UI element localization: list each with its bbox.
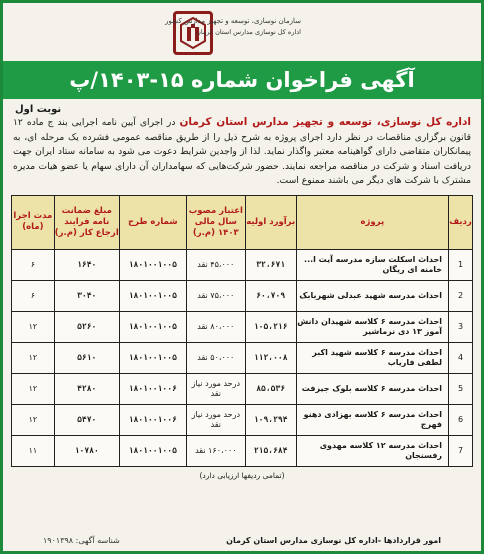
table-row [12, 342, 473, 373]
turn-label: نوبت اول [15, 104, 62, 115]
cell-duration: ۱۲ [12, 404, 55, 435]
header-guarantee: مبلغ ضمانت نامه فرایند ارجاع کار (م.ر) [54, 195, 119, 249]
table-header-row [12, 195, 473, 249]
cell-estimate: ۱۱۲،۰۰۸ [245, 342, 296, 373]
cell-credit: ۴۵،۰۰۰ نقد [186, 249, 245, 280]
cell-duration: ۱۲ [12, 311, 55, 342]
table-row [12, 435, 473, 466]
header-estimate: برآورد اولیه [245, 195, 296, 249]
organization-name [165, 17, 301, 36]
cell-row-number: 2 [449, 280, 473, 311]
cell-plan-number: ۱۸۰۱۰۰۱۰۰۶ [119, 373, 186, 404]
cell-estimate: ۶۰،۷۰۹ [245, 280, 296, 311]
cell-plan-number: ۱۸۰۱۰۰۱۰۰۵ [119, 280, 186, 311]
cell-plan-number: ۱۸۰۱۰۰۱۰۰۵ [119, 342, 186, 373]
table-note: (تمامی ردیفها ارزیابی دارد) [199, 470, 285, 480]
cell-guarantee: ۱۰۷۸۰ [54, 435, 119, 466]
table-row [12, 280, 473, 311]
cell-row-number: 6 [449, 404, 473, 435]
header-plan-number: شماره طرح [119, 195, 186, 249]
cell-guarantee: ۱۶۴۰ [54, 249, 119, 280]
cell-estimate: ۳۲،۶۷۱ [245, 249, 296, 280]
cell-project: احداث مدرسه ۶ کلاسه شهیدان دانش آموز ۱۳ دی نرماشیر [296, 311, 448, 342]
cell-credit: درحد مورد نیاز نقد [186, 373, 245, 404]
ad-footer [43, 536, 441, 545]
cell-estimate: ۱۰۹،۲۹۴ [245, 404, 296, 435]
table-row [12, 311, 473, 342]
cell-duration: ۶ [12, 280, 55, 311]
cell-credit: ۸۰،۰۰۰ نقد [186, 311, 245, 342]
cell-estimate: ۸۵،۵۳۶ [245, 373, 296, 404]
cell-project: احداث مدرسه ۶ کلاسه شهید اکبر لطفی فاریاب [296, 342, 448, 373]
cell-plan-number: ۱۸۰۱۰۰۱۰۰۵ [119, 249, 186, 280]
cell-credit: ۵۰،۰۰۰ نقد [186, 342, 245, 373]
cell-project: احداث مدرسه ۶ کلاسه بهزادی دهنو فهرج [296, 404, 448, 435]
cell-estimate: ۲۱۵،۶۸۴ [245, 435, 296, 466]
ad-header [3, 3, 481, 61]
cell-row-number: 5 [449, 373, 473, 404]
cell-row-number: 3 [449, 311, 473, 342]
intro-org-name: اداره کل نوسازی، توسعه و تجهیز مدارس استان کرمان [179, 116, 472, 128]
cell-credit: ۱۶۰،۰۰۰ نقد [186, 435, 245, 466]
cell-plan-number: ۱۸۰۱۰۰۱۰۰۶ [119, 404, 186, 435]
cell-guarantee: ۴۲۸۰ [54, 373, 119, 404]
cell-estimate: ۱۰۵،۲۱۶ [245, 311, 296, 342]
ad-title: آگهی فراخوان شماره ۱۵-۱۴۰۳/پ [69, 68, 415, 92]
cell-row-number: 1 [449, 249, 473, 280]
contracts-department: امور قراردادها -اداره کل نوسازی مدارس استان کرمان [226, 536, 441, 545]
table-row [12, 249, 473, 280]
ad-identifier: شناسه آگهی: ۱۹۰۱۳۹۸ [43, 536, 120, 545]
cell-project: احداث مدرسه ۶ کلاسه بلوک جیرفت [296, 373, 448, 404]
header-duration: مدت اجرا (ماه) [12, 195, 55, 249]
cell-guarantee: ۵۴۷۰ [54, 404, 119, 435]
header-row-number: ردیف [449, 195, 473, 249]
table-row [12, 373, 473, 404]
cell-plan-number: ۱۸۰۱۰۰۱۰۰۵ [119, 311, 186, 342]
cell-project: احداث مدرسه ۱۲ کلاسه مهدوی رفسنجان [296, 435, 448, 466]
cell-duration: ۱۱ [12, 435, 55, 466]
intro-text: در اجرای آیین نامه اجرایی بند ج ماده ۱۲ قانون برگزاری مناقصات در نظر دارد اجرای پروژه به شرح ذیل را از طریق مناقصه عمومی فشرده یک مرحله ای، به پیمانکاران متقاضی دارای گواهینامه معتبر واگذار نماید. لذا از واجدین شرایط دعوت می شود به سامانه ستاد ایران جهت دریافت اسناد و شرکت در مناقصه مراجعه نمایند. حضور شرکت‌هایی که سهامداران آن دارای سهام یا عضو هیات مدیره مشترک با شرکت های دیگر می باشند ممنوع است. [13, 117, 471, 186]
projects-table [11, 195, 473, 467]
intro-paragraph [3, 99, 481, 195]
cell-row-number: 4 [449, 342, 473, 373]
cell-credit: درحد مورد نیاز نقد [186, 404, 245, 435]
org-line-2: اداره کل نوسازی مدارس استان کرمان [196, 28, 301, 36]
title-banner [3, 61, 481, 99]
cell-guarantee: ۵۶۱۰ [54, 342, 119, 373]
cell-duration: ۶ [12, 249, 55, 280]
cell-guarantee: ۳۰۴۰ [54, 280, 119, 311]
header-project: پروژه [296, 195, 448, 249]
cell-project: احداث اسکلت سازه مدرسه آیت ا... خامنه ای ریگان [296, 249, 448, 280]
table-row [12, 404, 473, 435]
cell-row-number: 7 [449, 435, 473, 466]
cell-plan-number: ۱۸۰۱۰۰۱۰۰۵ [119, 435, 186, 466]
cell-guarantee: ۵۲۶۰ [54, 311, 119, 342]
cell-project: احداث مدرسه شهید عبدلی شهربابک [296, 280, 448, 311]
header-credit: اعتبار مصوب سال مالی ۱۴۰۳ (م.ر) [186, 195, 245, 249]
cell-credit: ۷۵،۰۰۰ نقد [186, 280, 245, 311]
cell-duration: ۱۲ [12, 342, 55, 373]
cell-duration: ۱۲ [12, 373, 55, 404]
org-line-1: سازمان نوسازی، توسعه و تجهیز مدارس کشور [165, 17, 301, 25]
